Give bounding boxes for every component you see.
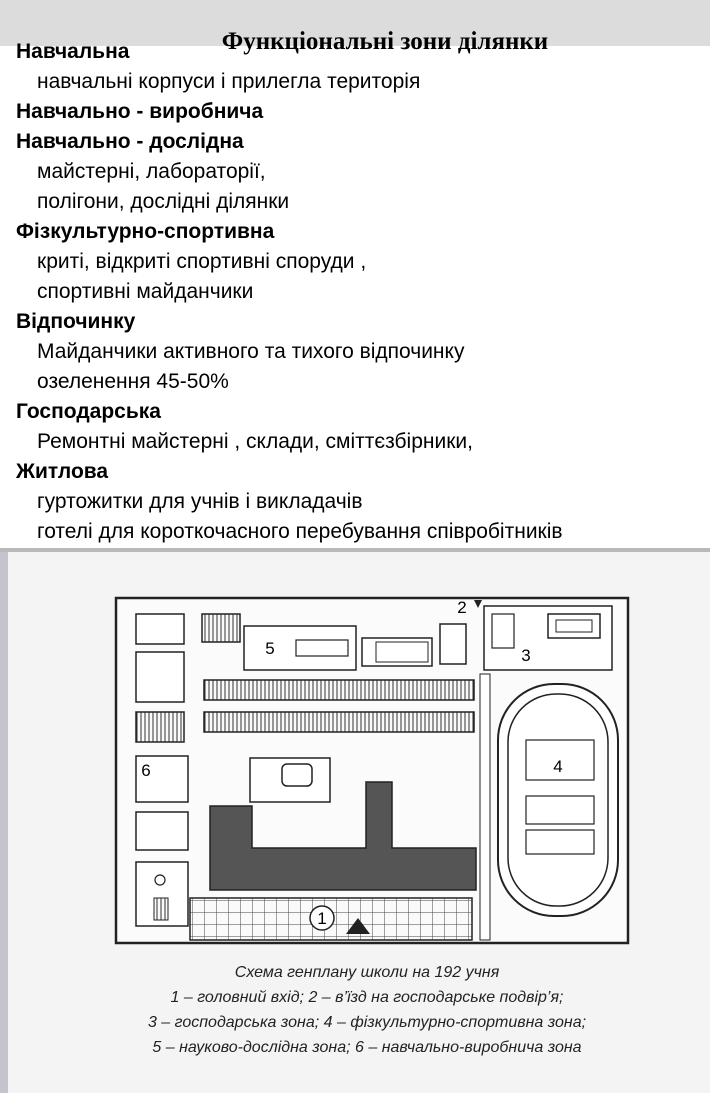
zone-description: спортивні майданчики: [37, 280, 254, 303]
site-plan-drawing: [8, 552, 710, 962]
research-plot: [440, 624, 466, 664]
sports-field: [526, 796, 594, 824]
zone-description: озеленення 45-50%: [37, 370, 229, 393]
plan-label-4: 4: [553, 757, 563, 776]
zone-description: навчальні корпуси і прилегла територія: [37, 70, 421, 93]
workshop-block: [154, 898, 168, 920]
plan-caption-line: 5 – науково-дослідна зона; 6 – навчально-виробнича зона: [152, 1039, 582, 1056]
zone-name: Житлова: [16, 460, 109, 483]
plan-label-1: 1: [317, 909, 327, 928]
building: [136, 712, 184, 742]
zone-name: Навчальна: [16, 40, 130, 63]
zone-description: майстерні, лабораторії,: [37, 160, 266, 183]
zone-description: Ремонтні майстерні , склади, сміттєзбірники,: [37, 430, 473, 453]
zone-description: криті, відкриті спортивні споруди ,: [37, 250, 367, 273]
plan-label-2: 2: [457, 598, 467, 617]
zone-description: Майданчики активного та тихого відпочинку: [37, 340, 465, 363]
zone-name: Відпочинку: [16, 310, 136, 333]
school-courtyard: [282, 764, 312, 786]
zone-description: гуртожитки для учнів і викладачів: [37, 490, 363, 513]
building: [136, 652, 184, 702]
zone-description: готелі для короткочасного перебування співробітників: [37, 520, 563, 543]
plot-strip: [204, 680, 474, 700]
plan-label-3: 3: [521, 646, 531, 665]
zone-name: Навчально - дослідна: [16, 130, 244, 153]
plan-label-6: 6: [141, 761, 151, 780]
household-building: [556, 620, 592, 632]
sports-field: [526, 830, 594, 854]
building: [202, 614, 240, 642]
research-plot: [376, 642, 428, 662]
building: [136, 614, 184, 644]
plan-caption-line: 3 – господарська зона; 4 – фізкультурно-спортивна зона;: [147, 1014, 587, 1031]
left-edge-bar: [0, 552, 8, 1093]
workshop: [136, 812, 188, 850]
path: [480, 674, 490, 940]
zone-name: Господарська: [16, 400, 161, 423]
plot-strip: [204, 712, 474, 732]
plan-caption-title: Схема генплану школи на 192 учня: [234, 964, 500, 981]
zone-description: полігони, дослідні ділянки: [37, 190, 290, 213]
zone-name: Навчально - виробнича: [16, 100, 264, 123]
plan-label-5: 5: [265, 639, 275, 658]
site-plan-panel: [8, 552, 710, 1093]
greenhouse: [296, 640, 348, 656]
zone-name: Фізкультурно-спортивна: [16, 220, 275, 243]
plan-caption-line: 1 – головний вхід; 2 – в’їзд на господарське подвір’я;: [170, 989, 564, 1006]
household-building: [492, 614, 514, 648]
page-title: Функціональні зони ділянки: [221, 28, 549, 55]
